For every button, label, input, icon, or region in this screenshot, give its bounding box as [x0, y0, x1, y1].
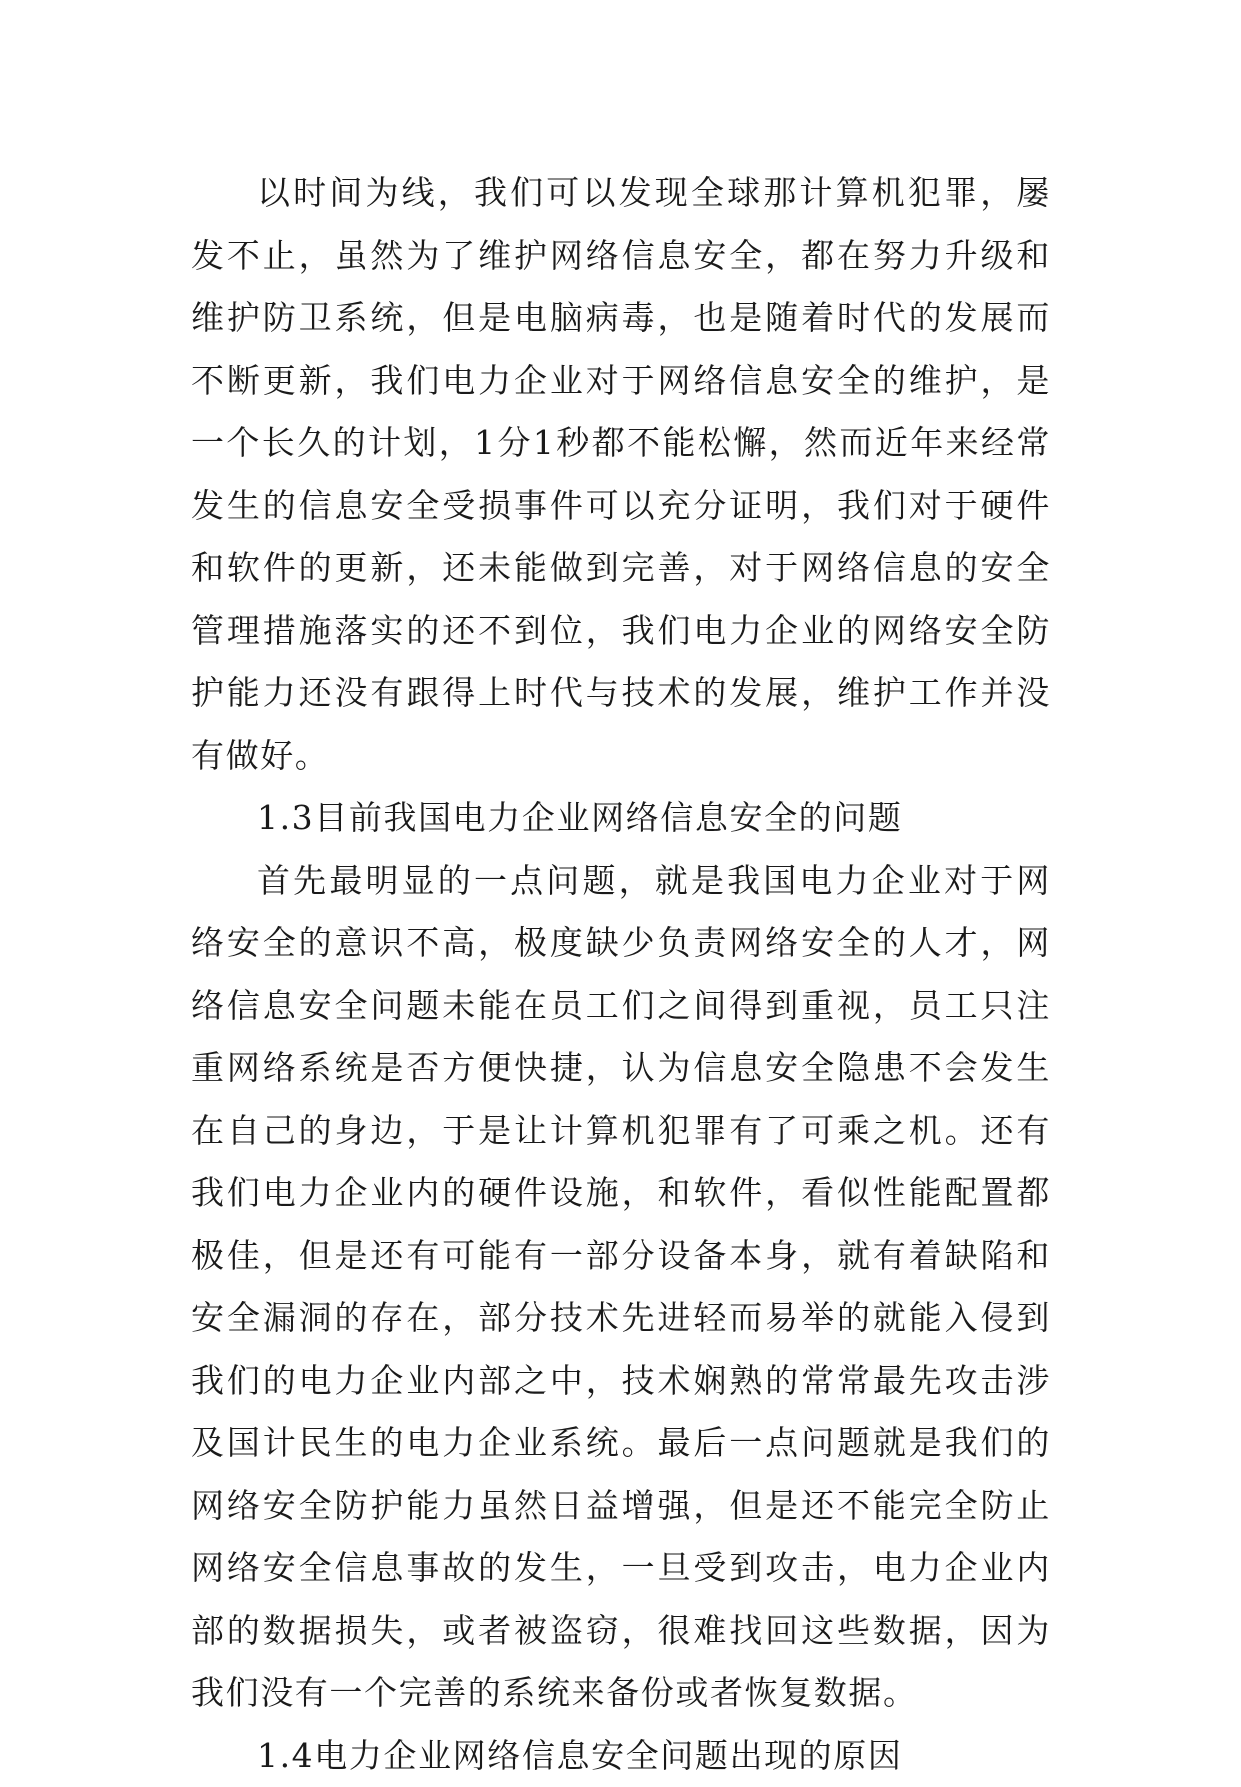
paragraph-security-problems: 首先最明显的一点问题，就是我国电力企业对于网络安全的意识不高，极度缺少负责网络安全的人才，网络信息安全问题未能在员工们之间得到重视，员工只注重网络系统是否方便快捷，认为信息安全隐患不会发生在自己的身边，于是让计算机犯罪有了可乘之机。还有我们电力企业内的硬件设施，和软件，看似性能配置都极佳，但是还有可能有一部分设备本身，就有着缺陷和安全漏洞的存在，部分技术先进轻而易举的就能入侵到我们的电力企业内部之中，技术娴熟的常常最先攻击涉及国计民生的电力企业系统。最后一点问题就是我们的网络安全防护能力虽然日益增强，但是还不能完全防止网络安全信息事故的发生，一旦受到攻击，电力企业内部的数据损失，或者被盗窃，很难找回这些数据，因为我们没有一个完善的系统来备份或者恢复数据。: [191, 850, 1051, 1725]
section-heading-1-4: 1.4电力企业网络信息安全问题出现的原因: [191, 1725, 1051, 1787]
document-body: [191, 162, 1051, 1787]
section-heading-1-3: 1.3目前我国电力企业网络信息安全的问题: [191, 787, 1051, 850]
paragraph-computer-crime: 以时间为线，我们可以发现全球那计算机犯罪，屡发不止，虽然为了维护网络信息安全，都在努力升级和维护防卫系统，但是电脑病毒，也是随着时代的发展而不断更新，我们电力企业对于网络信息安全的维护，是一个长久的计划，1分1秒都不能松懈，然而近年来经常发生的信息安全受损事件可以充分证明，我们对于硬件和软件的更新，还未能做到完善，对于网络信息的安全管理措施落实的还不到位，我们电力企业的网络安全防护能力还没有跟得上时代与技术的发展，维护工作并没有做好。: [191, 162, 1051, 787]
